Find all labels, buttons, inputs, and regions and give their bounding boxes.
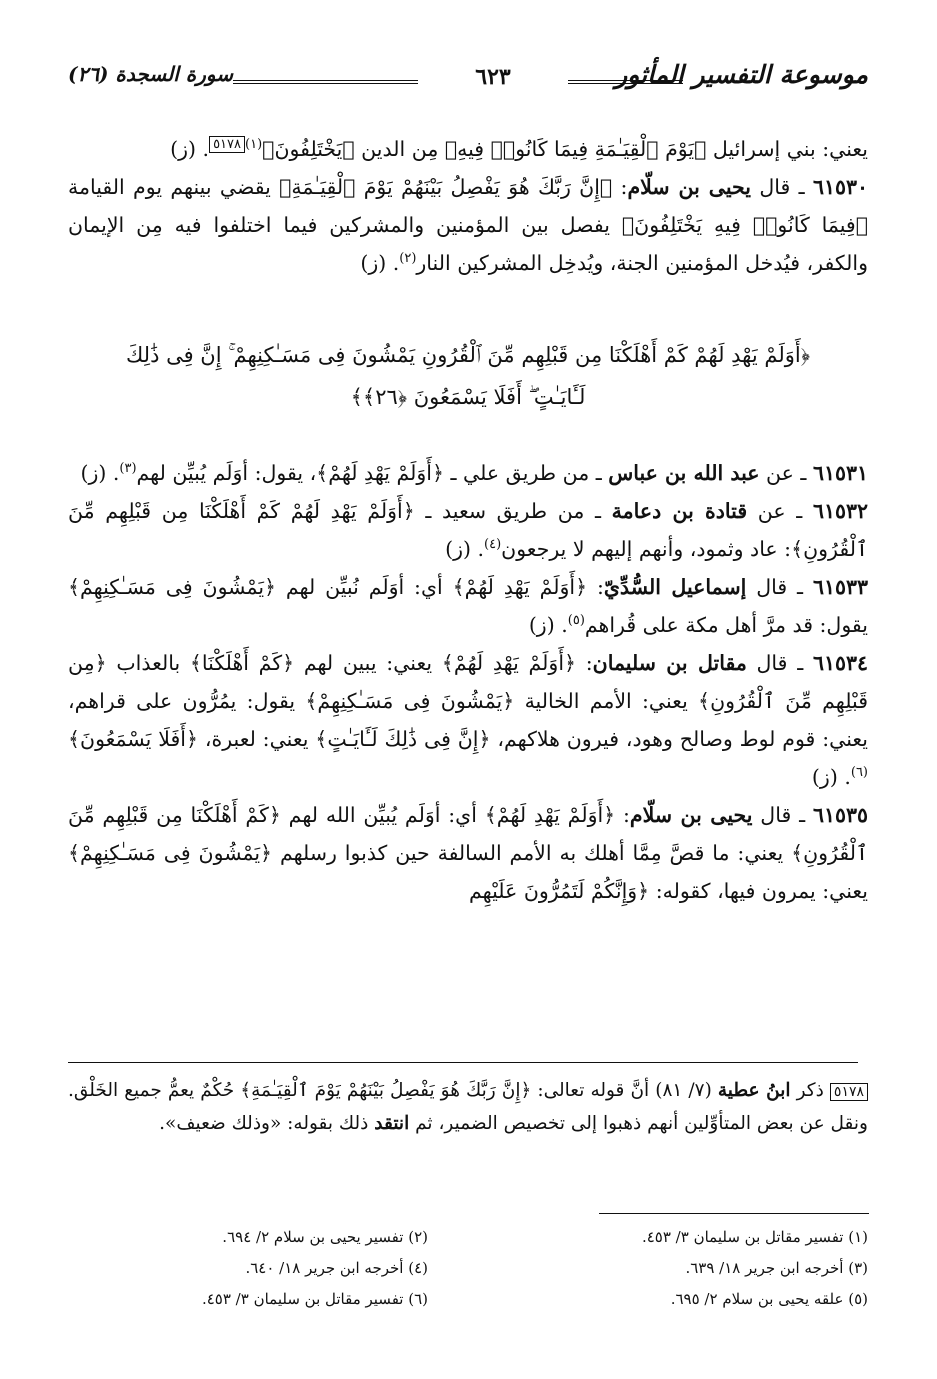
narrator-name: قتادة بن دعامة: [611, 499, 748, 523]
narration-text: ـ من طريق علي ـ ﴿أَوَلَمْ يَهْدِ لَهُمْ﴾، يقول: أوَلَم يُبيِّن لهم: [136, 461, 609, 485]
commentary-note: [68, 1074, 868, 1140]
footnote-ref: (٣): [119, 461, 137, 477]
note-text: (٧/ ٨١) أنَّ قوله تعالى: ﴿إِنَّ رَبَّكَ هُوَ يَفْصِلُ بَيْنَهُمْ يَوْمَ ٱلْقِيَـٰمَةِ﴾ حُكْمٌ يعمُّ جميع الخَلْق. ونقل عن بعض المتأوِّلين أنهم ذهبوا إلى تخصيص الضمير، ثم: [68, 1080, 868, 1134]
footnote-5: (٥) علقه يحيى بن سلام ٢/ ٦٩٥.: [670, 1290, 868, 1308]
note-prefix: ذكر: [790, 1080, 830, 1101]
footnote-ref: (٥): [567, 613, 585, 629]
paragraph-tail: . (ز): [170, 137, 210, 161]
narration-61535: [68, 796, 868, 910]
book-title: موسوعة التفسير المأثور: [615, 60, 868, 89]
narration-text: : ﴿أَوَلَمْ يَهْدِ لَهُمْ﴾ أي: أوَلَم نُبيِّن لهم ﴿يَمْشُونَ فِى مَسَـٰكِنِهِمْ﴾ يقول: قد مرَّ أهل مكة على قُراهم: [68, 575, 868, 637]
narration-prefix: ـ عن: [747, 499, 813, 523]
paragraph-tail: . (ز): [80, 461, 120, 485]
narration-prefix: ـ قال: [746, 575, 813, 599]
ayah-verse: ﴿أَوَلَمْ يَهْدِ لَهُمْ كَمْ أَهْلَكْنَا مِن قَبْلِهِم مِّنَ ٱلْقُرُونِ يَمْشُونَ فِى مَسَـٰكِنِهِمْ ۚ إِنَّ فِى ذَٰلِكَ لَـَٔايَـٰتٍ ۖ أَفَلَا يَسْمَعُونَ ﴿٢٦﴾﴾: [125, 343, 811, 409]
narration-text: ـ من طريق سعيد ـ ﴿أَوَلَمْ يَهْدِ لَهُمْ كَمْ أَهْلَكْنَا مِن قَبْلِهِم مِّنَ ٱلْقُرُونِ﴾: عاد وثمود، وأنهم إليهم لا يرجعون: [68, 499, 868, 561]
footnote-3: (٣) أخرجه ابن جرير ١٨/ ٦٣٩.: [685, 1259, 868, 1277]
narration-61530: [68, 168, 868, 282]
main-text: [68, 130, 868, 910]
commentary-number-box: ٥١٧٨: [830, 1083, 868, 1101]
narration-number: ٦١٥٣٥: [812, 803, 868, 827]
paragraph-continuation: [68, 130, 868, 168]
footnote-ref: (٢): [399, 251, 417, 267]
narration-prefix: ـ قال: [746, 651, 813, 675]
header-rule-left: [233, 80, 418, 84]
narration-number: ٦١٥٣٣: [812, 575, 868, 599]
footnote-ref: (٤): [484, 537, 502, 553]
narrator-name: إسماعيل السُّدِّيّ: [603, 575, 747, 599]
page-number: ٦٢٣: [475, 64, 511, 90]
narration-number: ٦١٥٣٢: [812, 499, 868, 523]
header-rule-right: [568, 80, 683, 84]
paragraph-tail: . (ز): [445, 537, 485, 561]
narration-61531: [68, 454, 868, 492]
note-bold-word: انتقد: [374, 1113, 410, 1134]
narrator-name: مقاتل بن سليمان: [592, 651, 747, 675]
paragraph-tail: . (ز): [528, 613, 568, 637]
footnote-4: (٤) أخرجه ابن جرير ١٨/ ٦٤٠.: [245, 1259, 428, 1277]
surah-label: سورة السجدة (٢٦): [68, 62, 233, 86]
narrator-name: يحيى بن سلّام: [629, 803, 753, 827]
footnote-separator: [599, 1213, 869, 1214]
note-separator: [68, 1062, 858, 1063]
narration-61532: [68, 492, 868, 568]
page-header: [68, 56, 868, 100]
narration-text: : ﴿أَوَلَمْ يَهْدِ لَهُمْ﴾ يعني: يبين لهم ﴿كَمْ أَهْلَكْنَا﴾ بالعذاب ﴿مِن قَبْلِهِم مِّنَ ٱلْقُرُونِ﴾ يعني: الأمم الخالية ﴿يَمْشُونَ فِى مَسَـٰكِنِهِمْ﴾ يقول: يمُرُّون على قراهم، يعني: قوم لوط وصالح وهود، فيرون هلاكهم، ﴿إِنَّ فِى ذَٰلِكَ لَـَٔايَـٰتٍ﴾ يعني: لعبرة، ﴿أَفَلَا يَسْمَعُونَ﴾: [68, 651, 868, 751]
paragraph-tail: . (ز): [811, 765, 851, 789]
narration-prefix: ـ قال: [752, 803, 813, 827]
paragraph-tail: . (ز): [360, 251, 400, 275]
footnote-1: (١) تفسير مقاتل بن سليمان ٣/ ٤٥٣.: [641, 1228, 868, 1246]
commentary-ref-box: ٥١٧٨: [209, 136, 245, 153]
note-text-end: ذلك بقوله: «وذلك ضعيف».: [159, 1113, 375, 1134]
narrator-name: يحيى بن سلّام: [627, 175, 751, 199]
footnote-2: (٢) تفسير يحيى بن سلام ٢/ ٦٩٤.: [222, 1228, 428, 1246]
note-author-name: ابنُ عطية: [717, 1080, 791, 1101]
footnote-6: (٦) تفسير مقاتل بن سليمان ٣/ ٤٥٣.: [201, 1290, 428, 1308]
narration-prefix: ـ قال: [751, 175, 813, 199]
narration-number: ٦١٥٣١: [812, 461, 868, 485]
narration-text: : ﴿أَوَلَمْ يَهْدِ لَهُمْ﴾ أي: أوَلَم يُبيِّن الله لهم ﴿كَمْ أَهْلَكْنَا مِن قَبْلِهِم مِّنَ ٱلْقُرُونِ﴾ يعني: ما قصَّ مِمَّا أهلك به الأمم السالفة حين كذبوا رسلهم ﴿يَمْشُونَ فِى مَسَـٰكِنِهِمْ﴾ يعني: يمرون فيها، كقوله: ﴿وَإِنَّكُمْ لَتَمُرُّونَ عَلَيْهِم: [68, 803, 868, 903]
narration-61533: [68, 568, 868, 644]
paragraph-text: يعني: بني إسرائيل ﴿يَوْمَ ٱلْقِيَـٰمَةِ فِيمَا كَانُوا۟ فِيهِ﴾ مِن الدين ﴿يَخْتَلِفُونَ﴾: [262, 137, 868, 161]
narration-number: ٦١٥٣٠: [812, 175, 868, 199]
narration-61534: [68, 644, 868, 796]
narration-prefix: ـ عن: [759, 461, 813, 485]
narrator-name: عبد الله بن عباس: [608, 461, 760, 485]
footnote-ref: (٦): [850, 765, 868, 781]
footnote-ref: (١): [245, 137, 263, 153]
narration-text: : ﴿إِنَّ رَبَّكَ هُوَ يَفْصِلُ بَيْنَهُمْ يَوْمَ ٱلْقِيَـٰمَةِ﴾ يقضي بينهم يوم القيامة ﴿فِيمَا كَانُوا۟ فِيهِ يَخْتَلِفُونَ﴾ يفصل بين المؤمنين والمشركين فيما اختلفوا فيه مِن الإيمان والكفر، فيُدخل المؤمنين الجنة، ويُدخِل المشركين النار: [68, 175, 868, 275]
footnotes: [68, 1222, 868, 1315]
narration-number: ٦١٥٣٤: [812, 651, 868, 675]
